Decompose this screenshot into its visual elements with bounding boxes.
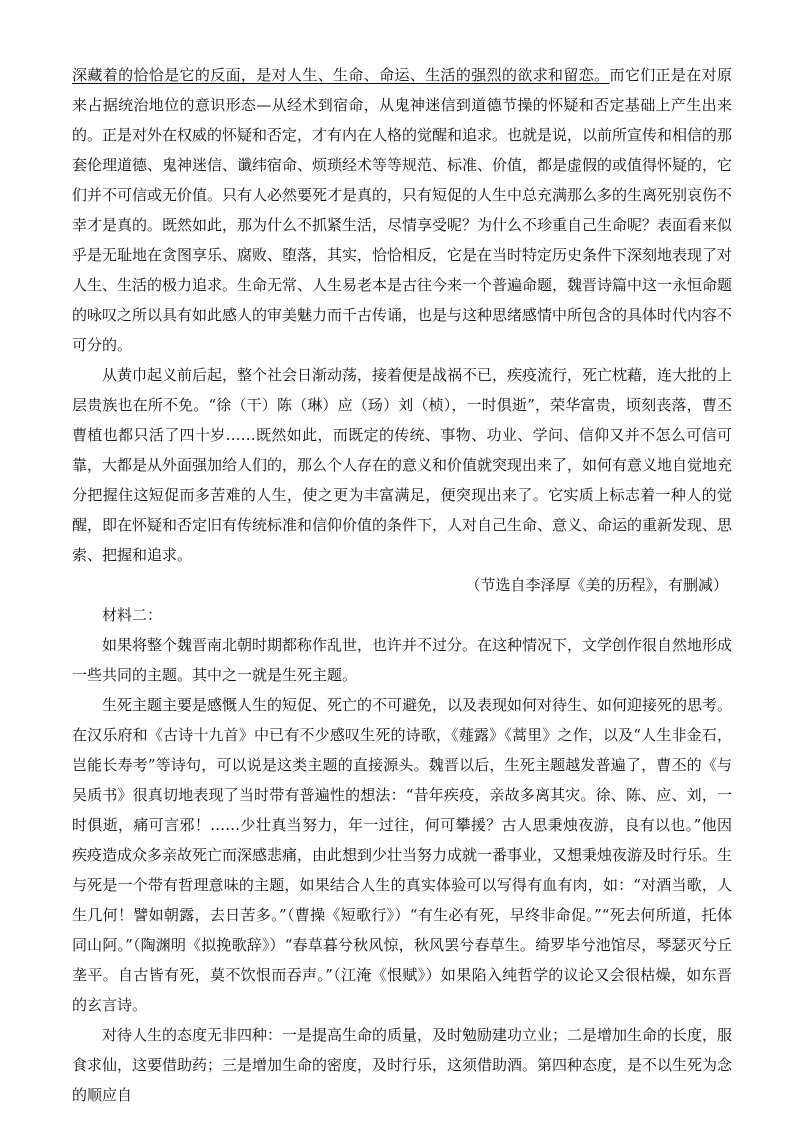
material-two-heading: 材料二：	[102, 606, 163, 624]
paragraph-1-text: 而它们正是在对原来占据统治地位的意识形态—从经术到宿命，从鬼神迷信到道德节操的怀疑和否定基础上产生出来的。正是对外在权威的怀疑和否定，才有内在人格的觉醒和追求。也就是说，以前所宣传和相信的那套伦理道德、鬼神迷信、谶纬宿命、烦琐经术等等规范、标准、价值，都是虚假的或值得怀疑的，它们并不可信或无价值。只有人必然要死才是真的，只有短促的人生中总充满那么多的生离死别哀伤不幸才是真的。既然如此，那为什么不抓紧生活，尽情享受呢？为什么不珍重自己生命呢？表面看来似乎是无耻地在贪图享乐、腐败、堕落，其实，恰恰相反，它是在当时特定历史条件下深刻地表现了对人生、生活的极力追求。生命无常、人生易老本是古往今来一个普遍命题，魏晋诗篇中这一永恒命题的咏叹之所以具有如此感人的审美魅力而千古传诵，也是与这种思绪感情中所包含的具体时代内容不可分的。	[72, 66, 733, 354]
paragraph-5: 对待人生的态度无非四种：一是提高生命的质量，及时勉励建功立业；二是增加生命的长度，服食求仙，这要借助药；三是增加生命的密度，及时行乐，这须借助酒。第四种态度，是不以生死为念的顺应自	[72, 1026, 733, 1104]
paragraph-2: 从黄巾起义前后起，整个社会日渐动荡，接着便是战祸不已，疾疫流行，死亡枕藉，连大批的上层贵族也在所不免。“徐（干）陈（琳）应（玚）刘（桢），一时俱逝”，荣华富贵，顷刻丧落，曹丕曹植也都只活了四十岁……既然如此，而既定的传统、事物、功业、学问、信仰又并不怎么可信可靠，大都是从外面强加给人们的，那么个人存在的意义和价值就突现出来了，如何有意义地自觉地充分把握住这短促而多苦难的人生，使之更为丰富满足，便突现出来了。它实质上标志着一种人的觉醒，即在怀疑和否定旧有传统标准和信仰价值的条件下，人对自己生命、意义、命运的重新发现、思索、把握和追求。	[72, 366, 733, 564]
paragraph-4: 生死主题主要是感慨人生的短促、死亡的不可避免，以及表现如何对待生、如何迎接死的思考。在汉乐府和《古诗十九首》中已有不少感叹生死的诗歌，《薤露》《蒿里》之作，以及“人生非金石，岂能长寿考”等诗句，可以说是这类主题的直接源头。魏晋以后，生死主题越发普遍了，曹丕的《与吴质书》很真切地表现了当时带有普遍性的想法：“昔年疾疫，亲故多离其灾。徐、陈、应、刘，一时俱逝，痛可言邪！……少壮真当努力，年一过往，何可攀援？古人思秉烛夜游，良有以也。”他因疾疫造成众多亲故死亡而深感悲痛，由此想到少壮当努力成就一番事业，又想秉烛夜游及时行乐。生与死是一个带有哲理意味的主题，如果结合人生的真实体验可以写得有血有肉，如：“对酒当歌，人生几何！譬如朝露，去日苦多。”（曹操《短歌行》）“有生必有死，早终非命促。”“死去何所道，托体同山阿。”（陶渊明《拟挽歌辞》）“春草暮兮秋风惊，秋风罢兮春草生。绮罗毕兮池馆尽，琴瑟灭兮丘垄平。自古皆有死，莫不饮恨而吞声。”（江淹《恨赋》）如果陷入纯哲学的议论又会很枯燥，如东晋的玄言诗。	[72, 696, 733, 1014]
source-citation: （节选自李泽厚《美的历程》，有删减）	[465, 576, 728, 594]
paragraph-1	[72, 60, 732, 360]
paragraph-3: 如果将整个魏晋南北朝时期都称作乱世，也许并不过分。在这种情况下，文学创作很自然地形成一些共同的主题。其中之一就是生死主题。	[72, 636, 733, 684]
underlined-sentence: 深藏着的恰恰是它的反面，是对人生、生命、命运、生活的强烈的欲求和留恋。	[72, 66, 610, 84]
document-page	[72, 60, 732, 1110]
